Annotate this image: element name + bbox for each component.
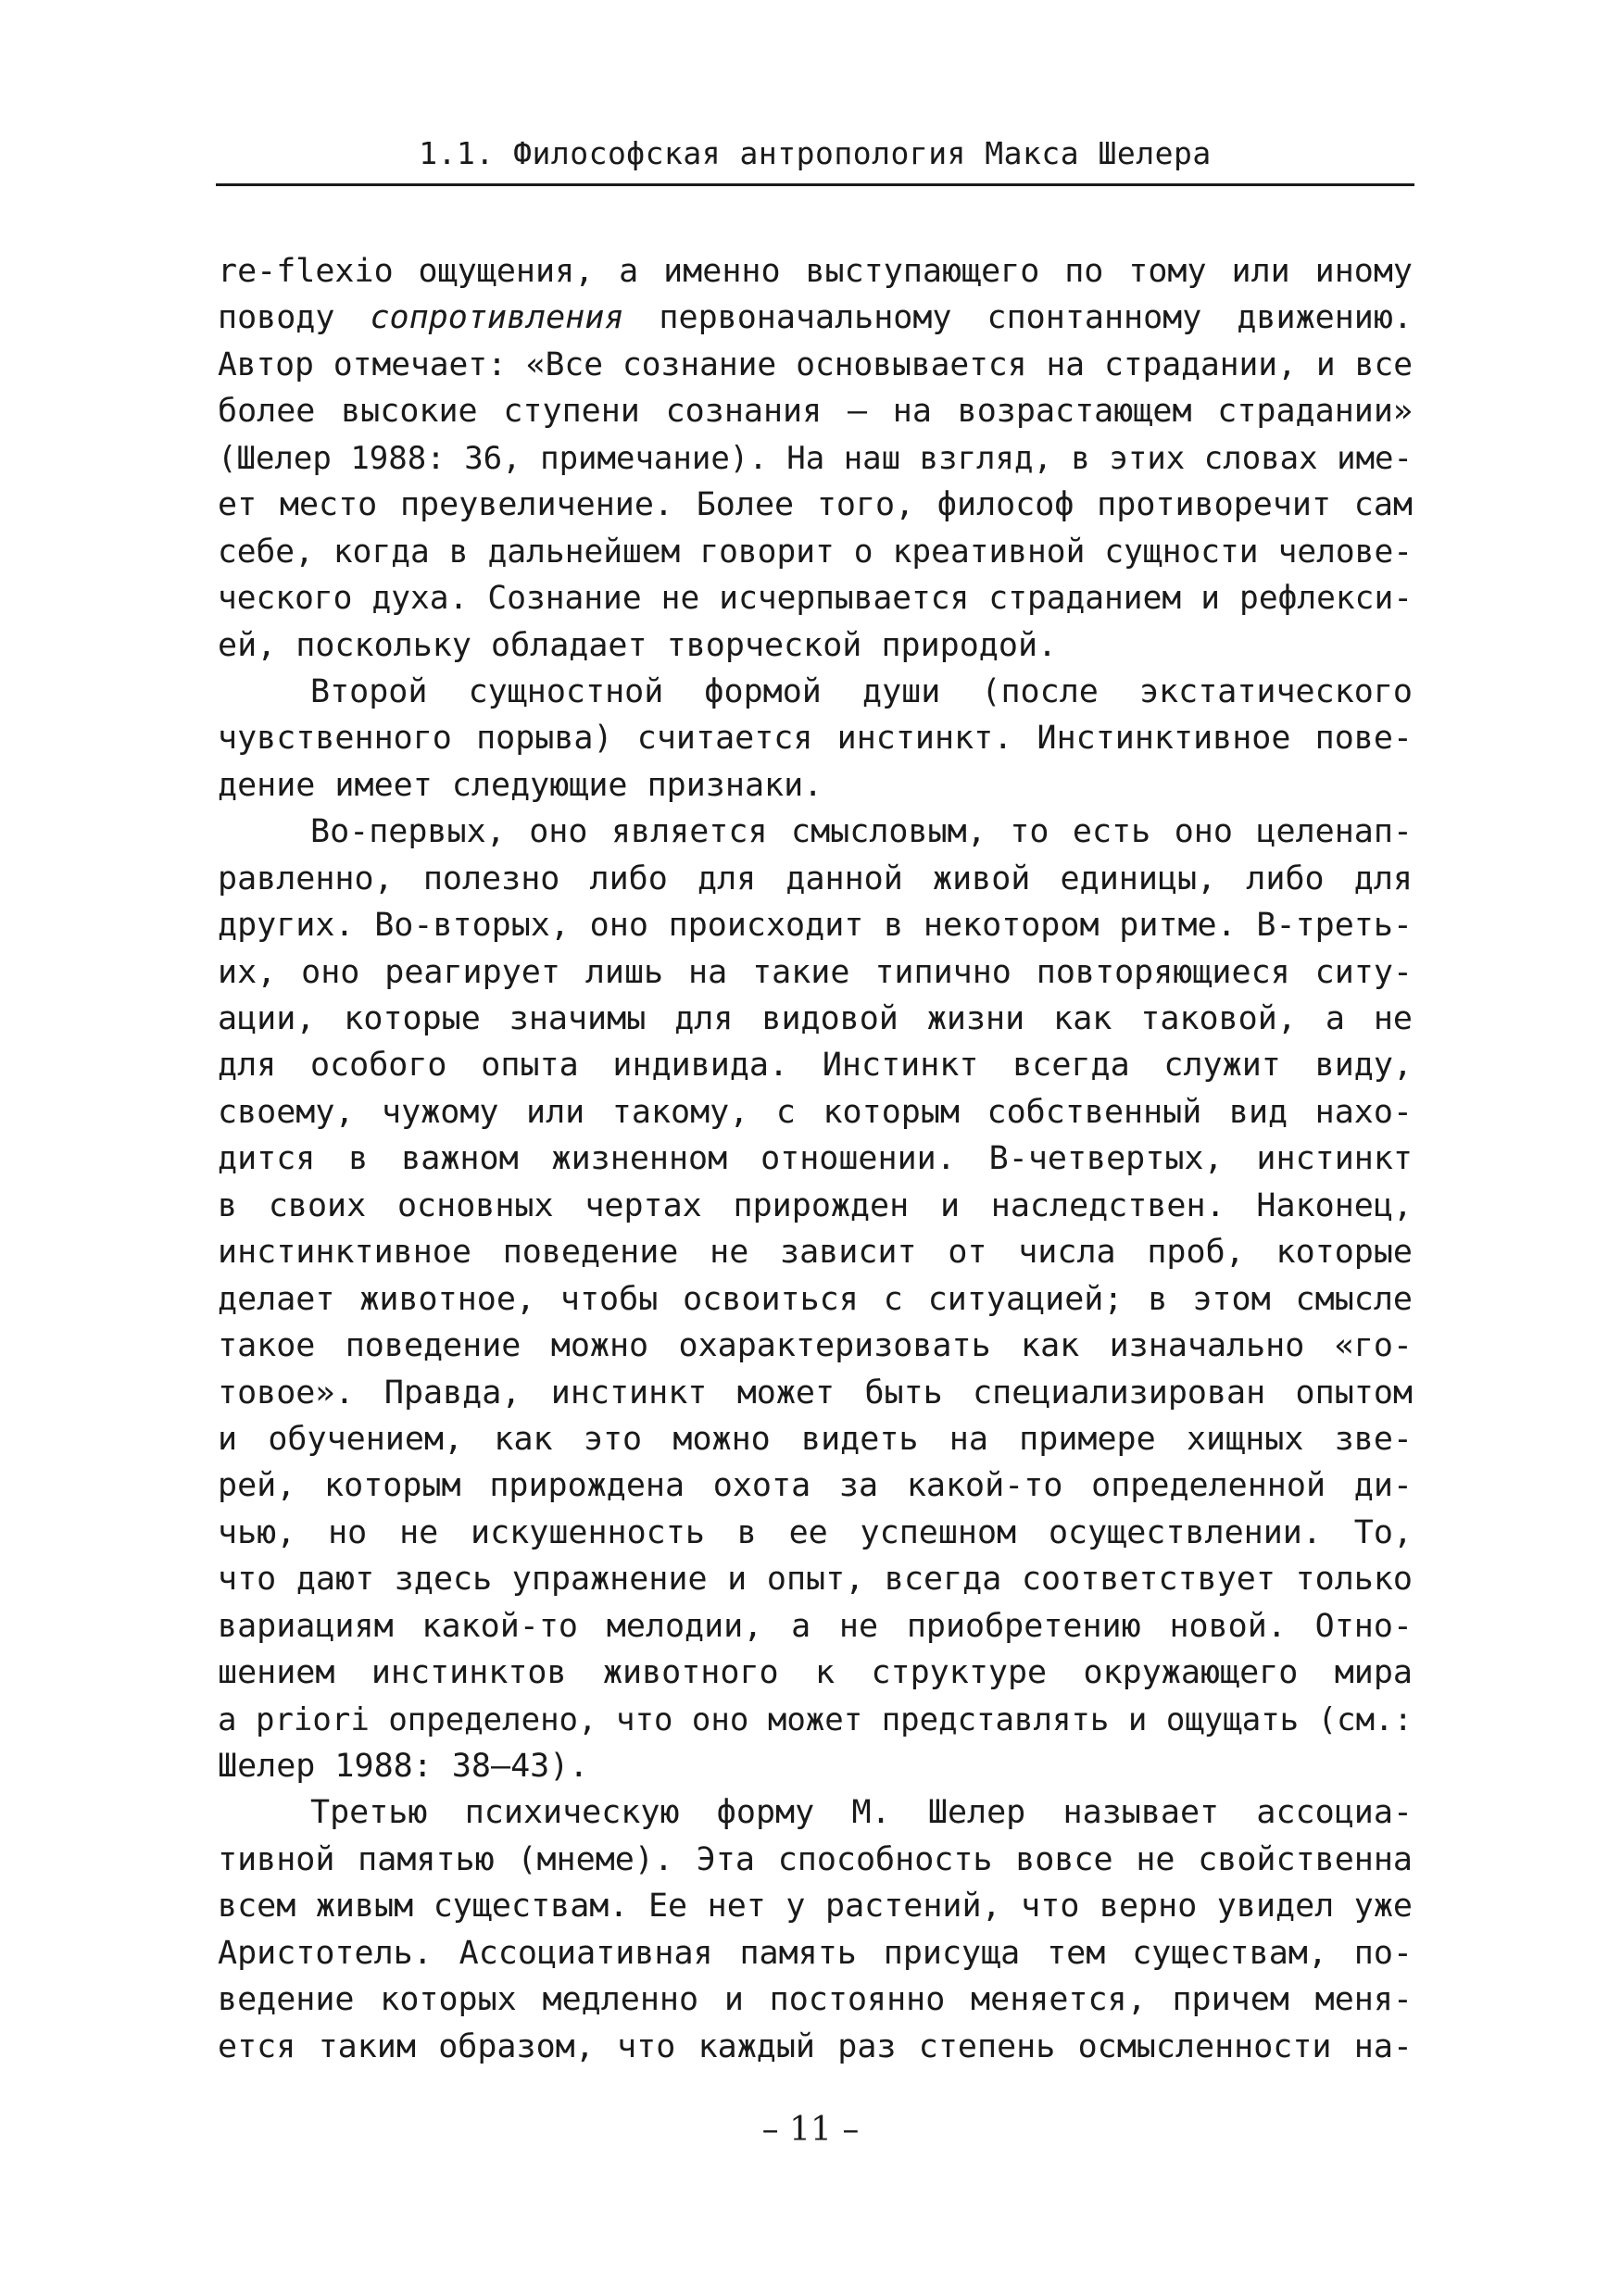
text-line: Третью психическую форму М. Шелер называет ассоциа- (310, 1794, 1413, 1832)
text-line: для особого опыта индивида. Инстинкт всегда служит виду, (218, 1047, 1413, 1085)
text-line: ет место преувеличение. Более того, философ противоречит сам (218, 486, 1413, 524)
text-line: ведение которых медленно и постоянно меняется, причем меня- (218, 1981, 1413, 2019)
text-line: (Шелер 1988: 36, примечание). На наш взгляд, в этих словах име- (218, 439, 1413, 477)
text-line: a priori определено, что оно может представлять и ощущать (см.: (218, 1700, 1413, 1738)
text-line: их, оно реагирует лишь на такие типично повторяющиеся ситу- (218, 953, 1413, 991)
text-line: чувственного порыва) считается инстинкт. Инстинктивное пове- (218, 720, 1413, 758)
text-line: товое». Правда, инстинкт может быть специализирован опытом (218, 1374, 1413, 1411)
text-line: себе, когда в дальнейшем говорит о креативной сущности челове- (218, 533, 1413, 571)
emphasis: сопротивления (370, 299, 624, 337)
text-line: такое поведение можно охарактеризовать как изначально «го- (218, 1327, 1413, 1365)
text-line: вариациям какой-то мелодии, а не приобретению новой. Отно- (218, 1607, 1413, 1645)
running-header-title: 1.1. Философская антропология Макса Шелера (419, 135, 1212, 171)
page-number: – 11 – (761, 2111, 860, 2149)
text-line: Во-первых, оно является смысловым, то есть оно целенап- (310, 813, 1413, 851)
text-line: поводу сопротивления первоначальному спонтанному движению. (218, 299, 1413, 337)
text-line: Второй сущностной формой души (после экстатического (310, 672, 1413, 710)
text-line: равленно, полезно либо для данной живой единицы, либо для (218, 859, 1413, 897)
text-line: что дают здесь упражнение и опыт, всегда соответствует только (218, 1561, 1413, 1599)
text-line: своему, чужому или такому, с которым собственный вид нахо- (218, 1093, 1413, 1131)
text-line: Автор отмечает: «Все сознание основывается на страдании, и все (218, 345, 1413, 383)
text-line: чью, но не искушенность в ее успешном осуществлении. То, (218, 1513, 1413, 1551)
text-line: re-flexio ощущения, а именно выступающего по тому или иному (218, 253, 1413, 290)
running-header (216, 130, 1414, 186)
text-line: и обучением, как это можно видеть на примере хищных зве- (218, 1420, 1413, 1458)
text-line: дение имеет следующие признаки. (218, 766, 823, 804)
text-line: рей, которым прирождена охота за какой-то определенной ди- (218, 1467, 1413, 1505)
text-line: инстинктивное поведение не зависит от числа проб, которые (218, 1234, 1413, 1272)
text-line: ется таким образом, что каждый раз степень осмысленности на- (218, 2027, 1413, 2065)
text-line: всем живым существам. Ее нет у растений, что верно увидел уже (218, 1888, 1413, 1926)
text-line: ческого духа. Сознание не исчерпывается страданием и рефлекси- (218, 580, 1413, 618)
text-line: ей, поскольку обладает творческой природой. (218, 626, 1058, 664)
text-line: в своих основных чертах прирожден и наследствен. Наконец, (218, 1186, 1413, 1224)
text-line: более высокие ступени сознания — на возрастающем страдании» (218, 393, 1413, 431)
text-line: Шелер 1988: 38—43). (218, 1748, 589, 1785)
text-line: тивной памятью (мнеме). Эта способность вовсе не свойственна (218, 1840, 1413, 1878)
text-line: шением инстинктов животного к структуре окружающего мира (218, 1654, 1413, 1692)
text-line: делает животное, чтобы освоиться с ситуацией; в этом смысле (218, 1280, 1413, 1318)
text-line: ации, которые значимы для видовой жизни как таковой, а не (218, 1000, 1413, 1037)
text-line: дится в важном жизненном отношении. В-четвертых, инстинкт (218, 1140, 1413, 1178)
body-text (218, 248, 1413, 2070)
text-line: других. Во-вторых, оно происходит в некотором ритме. В-треть- (218, 907, 1413, 945)
text-line: Аристотель. Ассоциативная память присуща тем существам, по- (218, 1934, 1413, 1972)
